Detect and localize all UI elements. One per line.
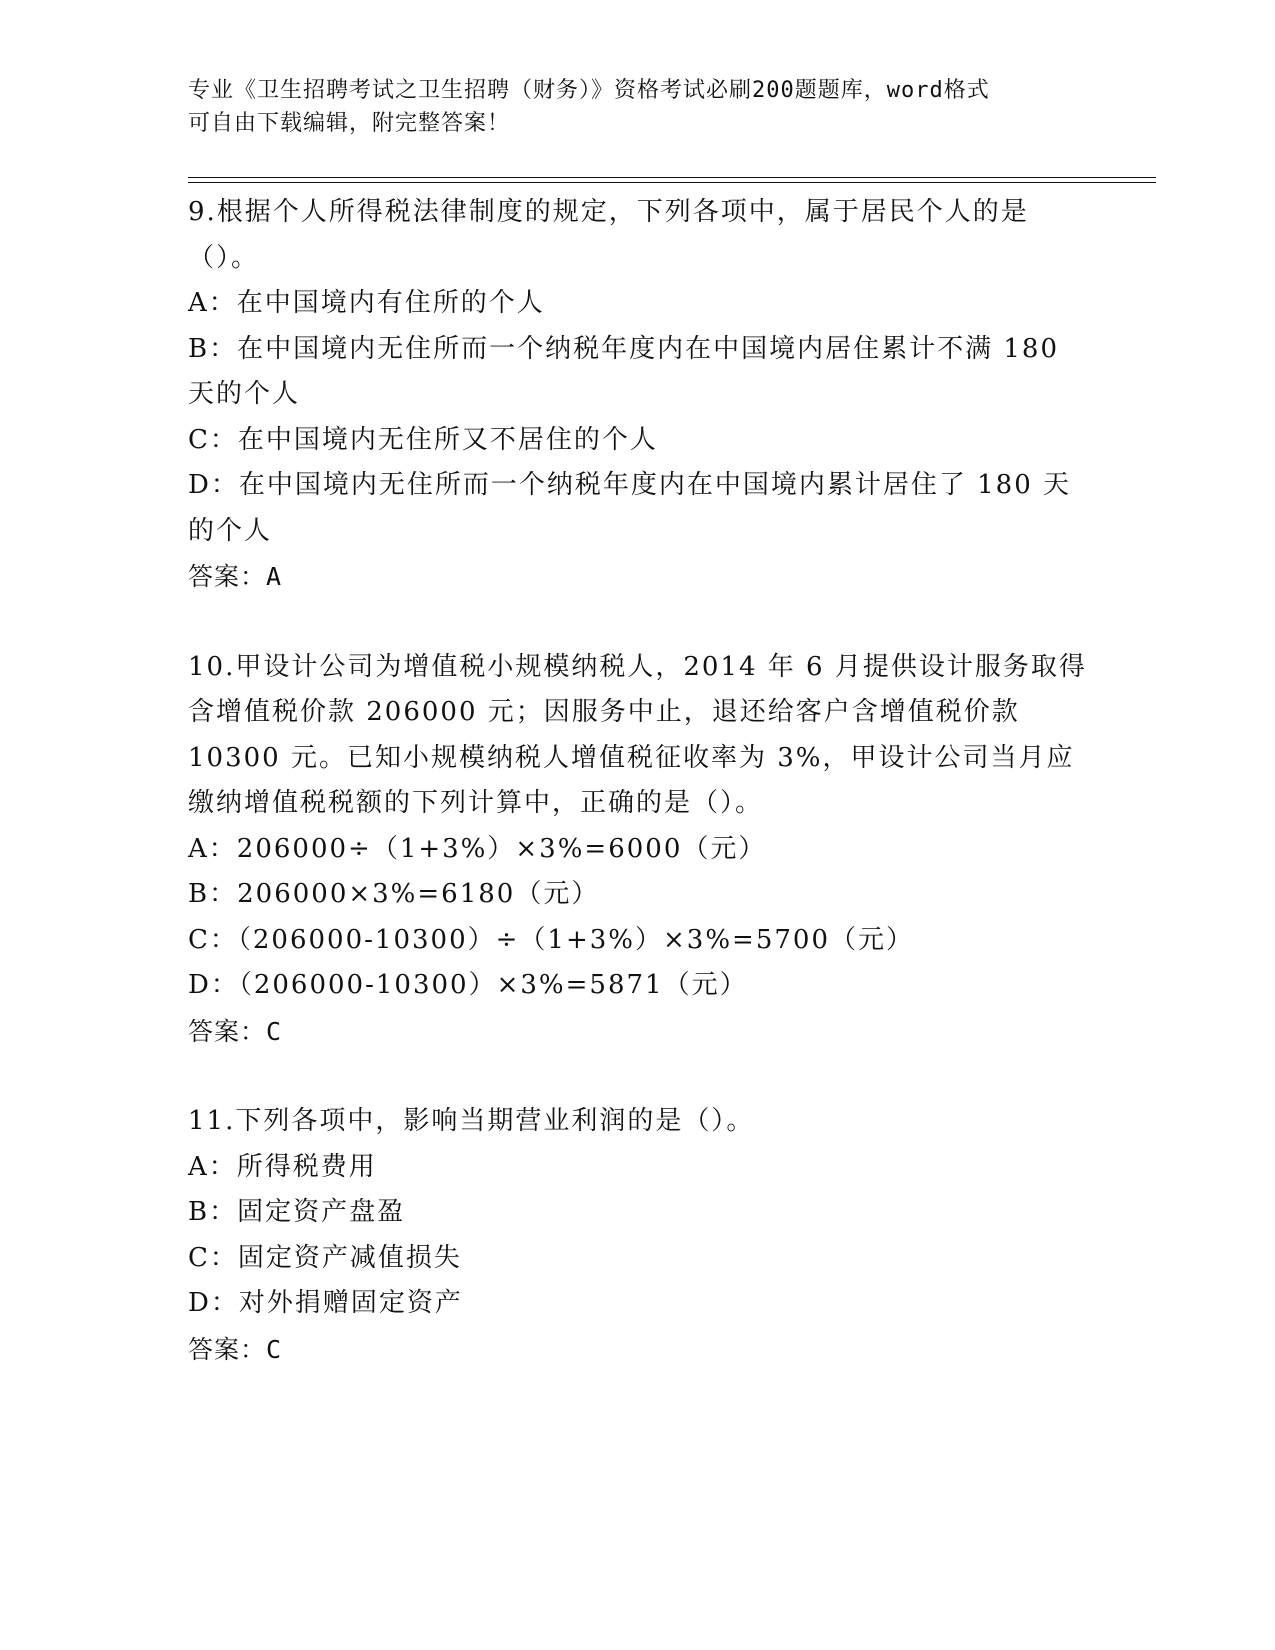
header-line: 专业《卫生招聘考试之卫生招聘（财务）》资格考试必刷200题题库，word格式: [188, 78, 990, 103]
question-stem-line: 10300 元。已知小规模纳税人增值税征收率为 3%，甲设计公司当月应: [188, 742, 1075, 773]
option-c: C：在中国境内无住所又不居住的个人: [188, 424, 658, 455]
option-b: B：206000×3%=6180（元）: [188, 879, 600, 909]
option-c: C：（206000-10300）÷（1+3%）×3%=5700（元）: [188, 924, 914, 955]
option-a: A：所得税费用: [188, 1151, 377, 1182]
option-d: D：在中国境内无住所而一个纳税年度内在中国境内累计居住了 180 天: [188, 470, 1072, 500]
option-a: A：在中国境内有住所的个人: [188, 288, 545, 318]
question-item: [188, 1099, 1088, 1372]
header-divider: [188, 182, 1156, 183]
option-d-continued: 的个人: [188, 515, 273, 546]
question-item: [188, 645, 1088, 1055]
question-stem-line: （）。: [188, 242, 260, 273]
option-b: B：在中国境内无住所而一个纳税年度内在中国境内居住累计不满 180: [188, 333, 1059, 364]
question-stem-line: 9.根据个人所得税法律制度的规定，下列各项中，属于居民个人的是: [188, 197, 1029, 227]
question-stem-line: 10.甲设计公司为增值税小规模纳税人，2014 年 6 月提供设计服务取得: [188, 651, 1087, 682]
answer-line: 答案：C: [188, 1334, 283, 1364]
answer-line: 答案：C: [188, 1016, 283, 1046]
question-list: [188, 190, 1088, 1372]
option-d: D：（206000-10300）×3%=5871（元）: [188, 970, 748, 1000]
question-stem-line: 含增值税价款 206000 元；因服务中止，退还给客户含增值税价款: [188, 697, 1020, 727]
header-divider: [188, 177, 1156, 178]
option-c: C：固定资产减值损失: [188, 1242, 462, 1273]
option-b-continued: 天的个人: [188, 379, 301, 409]
answer-line: 答案：A: [188, 562, 283, 591]
question-item: [188, 190, 1088, 600]
option-b: B：固定资产盘盈: [188, 1197, 406, 1227]
option-a: A：206000÷（1+3%）×3%=6000（元）: [188, 833, 767, 864]
document-header: [188, 74, 1068, 140]
question-stem-line: 11.下列各项中，影响当期营业利润的是（）。: [188, 1106, 755, 1136]
question-stem-line: 缴纳增值税税额的下列计算中，正确的是（）。: [188, 788, 764, 818]
option-d: D：对外捐赠固定资产: [188, 1288, 463, 1318]
header-line: 可自由下载编辑，附完整答案！: [188, 111, 511, 136]
